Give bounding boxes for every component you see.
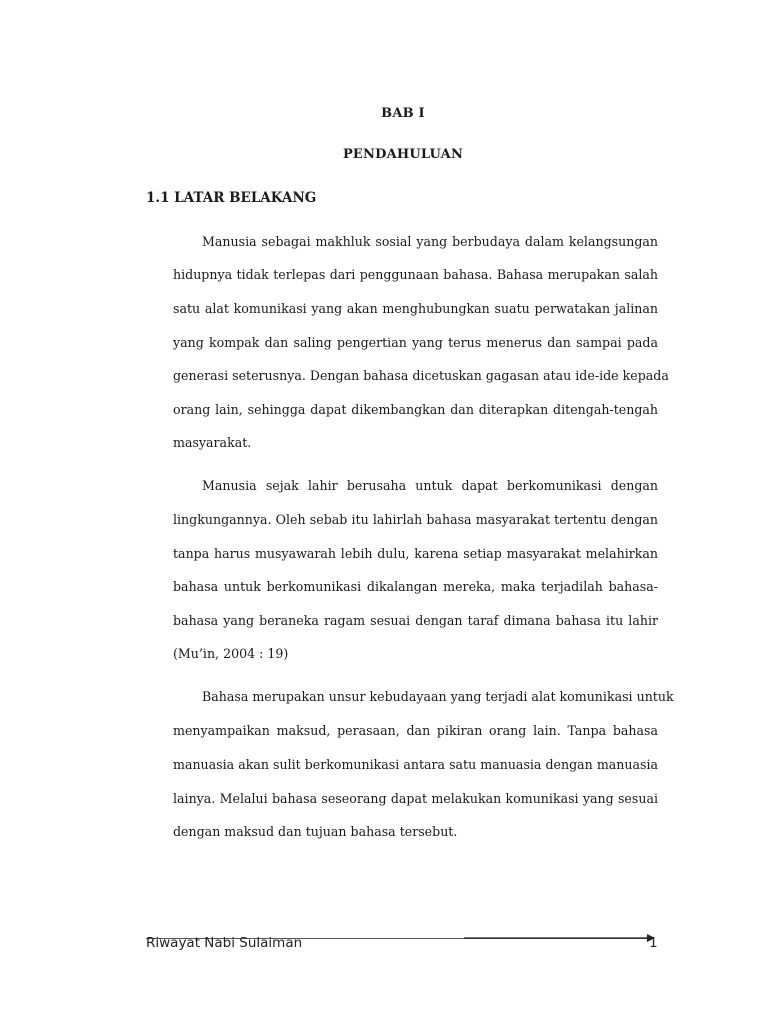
paragraph-line: Manusia sejak lahir berusaha untuk dapat berkomunikasi dengan — [202, 478, 658, 493]
paragraph-line: Bahasa merupakan unsur kebudayaan yang terjadi alat komunikasi untuk — [202, 689, 674, 704]
paragraph-line: yang kompak dan saling pengertian yang terus menerus dan sampai pada — [173, 335, 658, 350]
paragraph-line: manuasia akan sulit berkomunikasi antara satu manuasia dengan manuasia — [173, 757, 658, 772]
paragraph-line: menyampaikan maksud, perasaan, dan pikiran orang lain. Tanpa bahasa — [173, 723, 658, 738]
paragraph-line: bahasa yang beraneka ragam sesuai dengan taraf dimana bahasa itu lahir — [173, 613, 658, 628]
paragraph-line: generasi seterusnya. Dengan bahasa dicetuskan gagasan atau ide-ide kepada — [173, 368, 669, 383]
paragraph-line: tanpa harus musyawarah lebih dulu, karena setiap masyarakat melahirkan — [173, 546, 658, 561]
chapter-heading: BAB I — [381, 106, 425, 121]
paragraph-line: Manusia sebagai makhluk sosial yang berbudaya dalam kelangsungan — [202, 234, 658, 249]
paragraph-line: lainya. Melalui bahasa seseorang dapat melakukan komunikasi yang sesuai — [173, 791, 658, 806]
paragraph-line: (Mu’in, 2004 : 19) — [173, 646, 289, 661]
footer-title: Riwayat Nabi Sulaiman — [146, 935, 303, 951]
paragraph-line: orang lain, sehingga dapat dikembangkan dan diterapkan ditengah-tengah — [173, 402, 658, 417]
arrow-right-icon — [464, 932, 656, 944]
paragraph-line: masyarakat. — [173, 435, 252, 450]
paragraph-line: satu alat komunikasi yang akan menghubungkan suatu perwatakan jalinan — [173, 301, 658, 316]
section-heading: 1.1 LATAR BELAKANG — [146, 190, 317, 206]
paragraph-line: hidupnya tidak terlepas dari penggunaan bahasa. Bahasa merupakan salah — [173, 267, 658, 282]
paragraph-line: lingkungannya. Oleh sebab itu lahirlah bahasa masyarakat tertentu dengan — [173, 512, 658, 527]
paragraph-line: bahasa untuk berkomunikasi dikalangan mereka, maka terjadilah bahasa- — [173, 579, 658, 594]
paragraph-line: dengan maksud dan tujuan bahasa tersebut. — [173, 824, 458, 839]
chapter-title: PENDAHULUAN — [342, 147, 464, 162]
page-number: 1 — [649, 935, 658, 951]
